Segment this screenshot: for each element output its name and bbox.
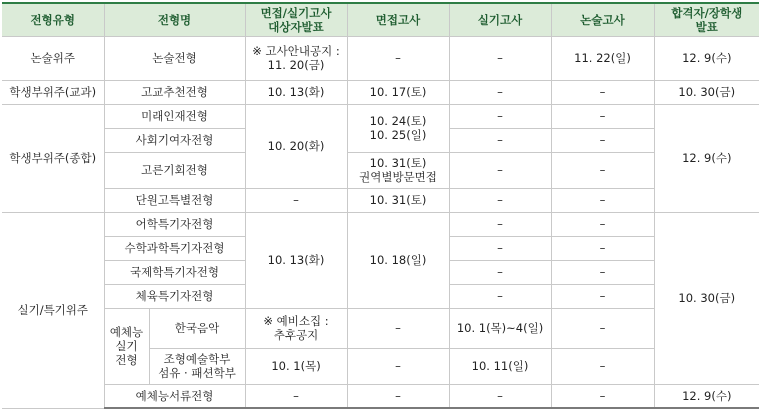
essay-cell: – — [551, 348, 654, 384]
arts-group-cell: 예체능 실기 전형 — [104, 308, 149, 384]
essay-cell: 11. 22(일) — [551, 36, 654, 80]
interview-cell: 10. 31(토) 권역별방문면접 — [347, 152, 449, 188]
interview-cell: 10. 17(토) — [347, 80, 449, 104]
interview-cell: 10. 24(토) 10. 25(일) — [347, 104, 449, 152]
result-cell: 10. 30(금) — [654, 212, 759, 384]
type-cell: 학생부위주(교과) — [2, 80, 104, 104]
practical-cell: – — [449, 128, 551, 152]
interview-cell: 10. 18(일) — [347, 212, 449, 308]
practical-cell: – — [449, 384, 551, 408]
practical-cell: – — [449, 80, 551, 104]
interview-cell: – — [347, 348, 449, 384]
header-result: 합격자/장학생 발표 — [654, 3, 759, 36]
type-cell: 논술위주 — [2, 36, 104, 80]
practical-cell: – — [449, 36, 551, 80]
essay-cell: – — [551, 284, 654, 308]
table-row — [2, 308, 759, 348]
announce-cell: ※ 예비소집 : 추후공지 — [245, 308, 347, 348]
name-cell: 국제학특기자전형 — [104, 260, 245, 284]
announce-cell: – — [245, 384, 347, 408]
announce-cell: – — [245, 188, 347, 212]
interview-cell: – — [347, 384, 449, 408]
practical-cell: – — [449, 152, 551, 188]
header-row — [2, 3, 759, 36]
header-name: 전형명 — [104, 3, 245, 36]
type-cell: 실기/특기위주 — [2, 212, 104, 408]
result-cell: 10. 30(금) — [654, 80, 759, 104]
essay-cell: – — [551, 80, 654, 104]
name-cell: 조형예술학부 섬유 · 패션학부 — [149, 348, 245, 384]
practical-cell: 10. 1(목)~4(일) — [449, 308, 551, 348]
table-row — [2, 384, 759, 408]
essay-cell: – — [551, 104, 654, 128]
name-cell: 고교추천전형 — [104, 80, 245, 104]
header-practical: 실기고사 — [449, 3, 551, 36]
essay-cell: – — [551, 308, 654, 348]
essay-cell: – — [551, 188, 654, 212]
table-row — [2, 212, 759, 236]
header-essay: 논술고사 — [551, 3, 654, 36]
table-row — [2, 104, 759, 128]
essay-cell: – — [551, 152, 654, 188]
table-row — [2, 36, 759, 80]
practical-cell: – — [449, 104, 551, 128]
interview-cell: – — [347, 308, 449, 348]
essay-cell: – — [551, 384, 654, 408]
name-cell: 한국음악 — [149, 308, 245, 348]
name-cell: 체육특기자전형 — [104, 284, 245, 308]
announce-cell: 10. 1(목) — [245, 348, 347, 384]
header-type: 전형유형 — [2, 3, 104, 36]
interview-cell: – — [347, 36, 449, 80]
table-row — [2, 80, 759, 104]
name-cell: 단원고특별전형 — [104, 188, 245, 212]
table-row — [2, 152, 759, 188]
practical-cell: – — [449, 212, 551, 236]
announce-cell: 10. 13(화) — [245, 80, 347, 104]
name-cell: 고른기회전형 — [104, 152, 245, 188]
type-cell: 학생부위주(종합) — [2, 104, 104, 212]
interview-cell: 10. 31(토) — [347, 188, 449, 212]
practical-cell: – — [449, 284, 551, 308]
practical-cell: – — [449, 188, 551, 212]
practical-cell: 10. 11(일) — [449, 348, 551, 384]
name-cell: 미래인재전형 — [104, 104, 245, 128]
practical-cell: – — [449, 236, 551, 260]
header-announce: 면접/실기고사 대상자발표 — [245, 3, 347, 36]
result-cell: 12. 9(수) — [654, 104, 759, 212]
table-row — [2, 188, 759, 212]
announce-cell: 10. 20(화) — [245, 104, 347, 188]
essay-cell: – — [551, 128, 654, 152]
result-cell: 12. 9(수) — [654, 384, 759, 408]
announce-cell: 10. 13(화) — [245, 212, 347, 308]
essay-cell: – — [551, 212, 654, 236]
name-cell: 예체능서류전형 — [104, 384, 245, 408]
name-cell: 논술전형 — [104, 36, 245, 80]
announce-cell: ※ 고사안내공지 : 11. 20(금) — [245, 36, 347, 80]
name-cell: 어학특기자전형 — [104, 212, 245, 236]
header-interview: 면접고사 — [347, 3, 449, 36]
practical-cell: – — [449, 260, 551, 284]
admission-schedule-table — [2, 2, 759, 409]
essay-cell: – — [551, 236, 654, 260]
essay-cell: – — [551, 260, 654, 284]
name-cell: 수학과학특기자전형 — [104, 236, 245, 260]
result-cell: 12. 9(수) — [654, 36, 759, 80]
name-cell: 사회기여자전형 — [104, 128, 245, 152]
